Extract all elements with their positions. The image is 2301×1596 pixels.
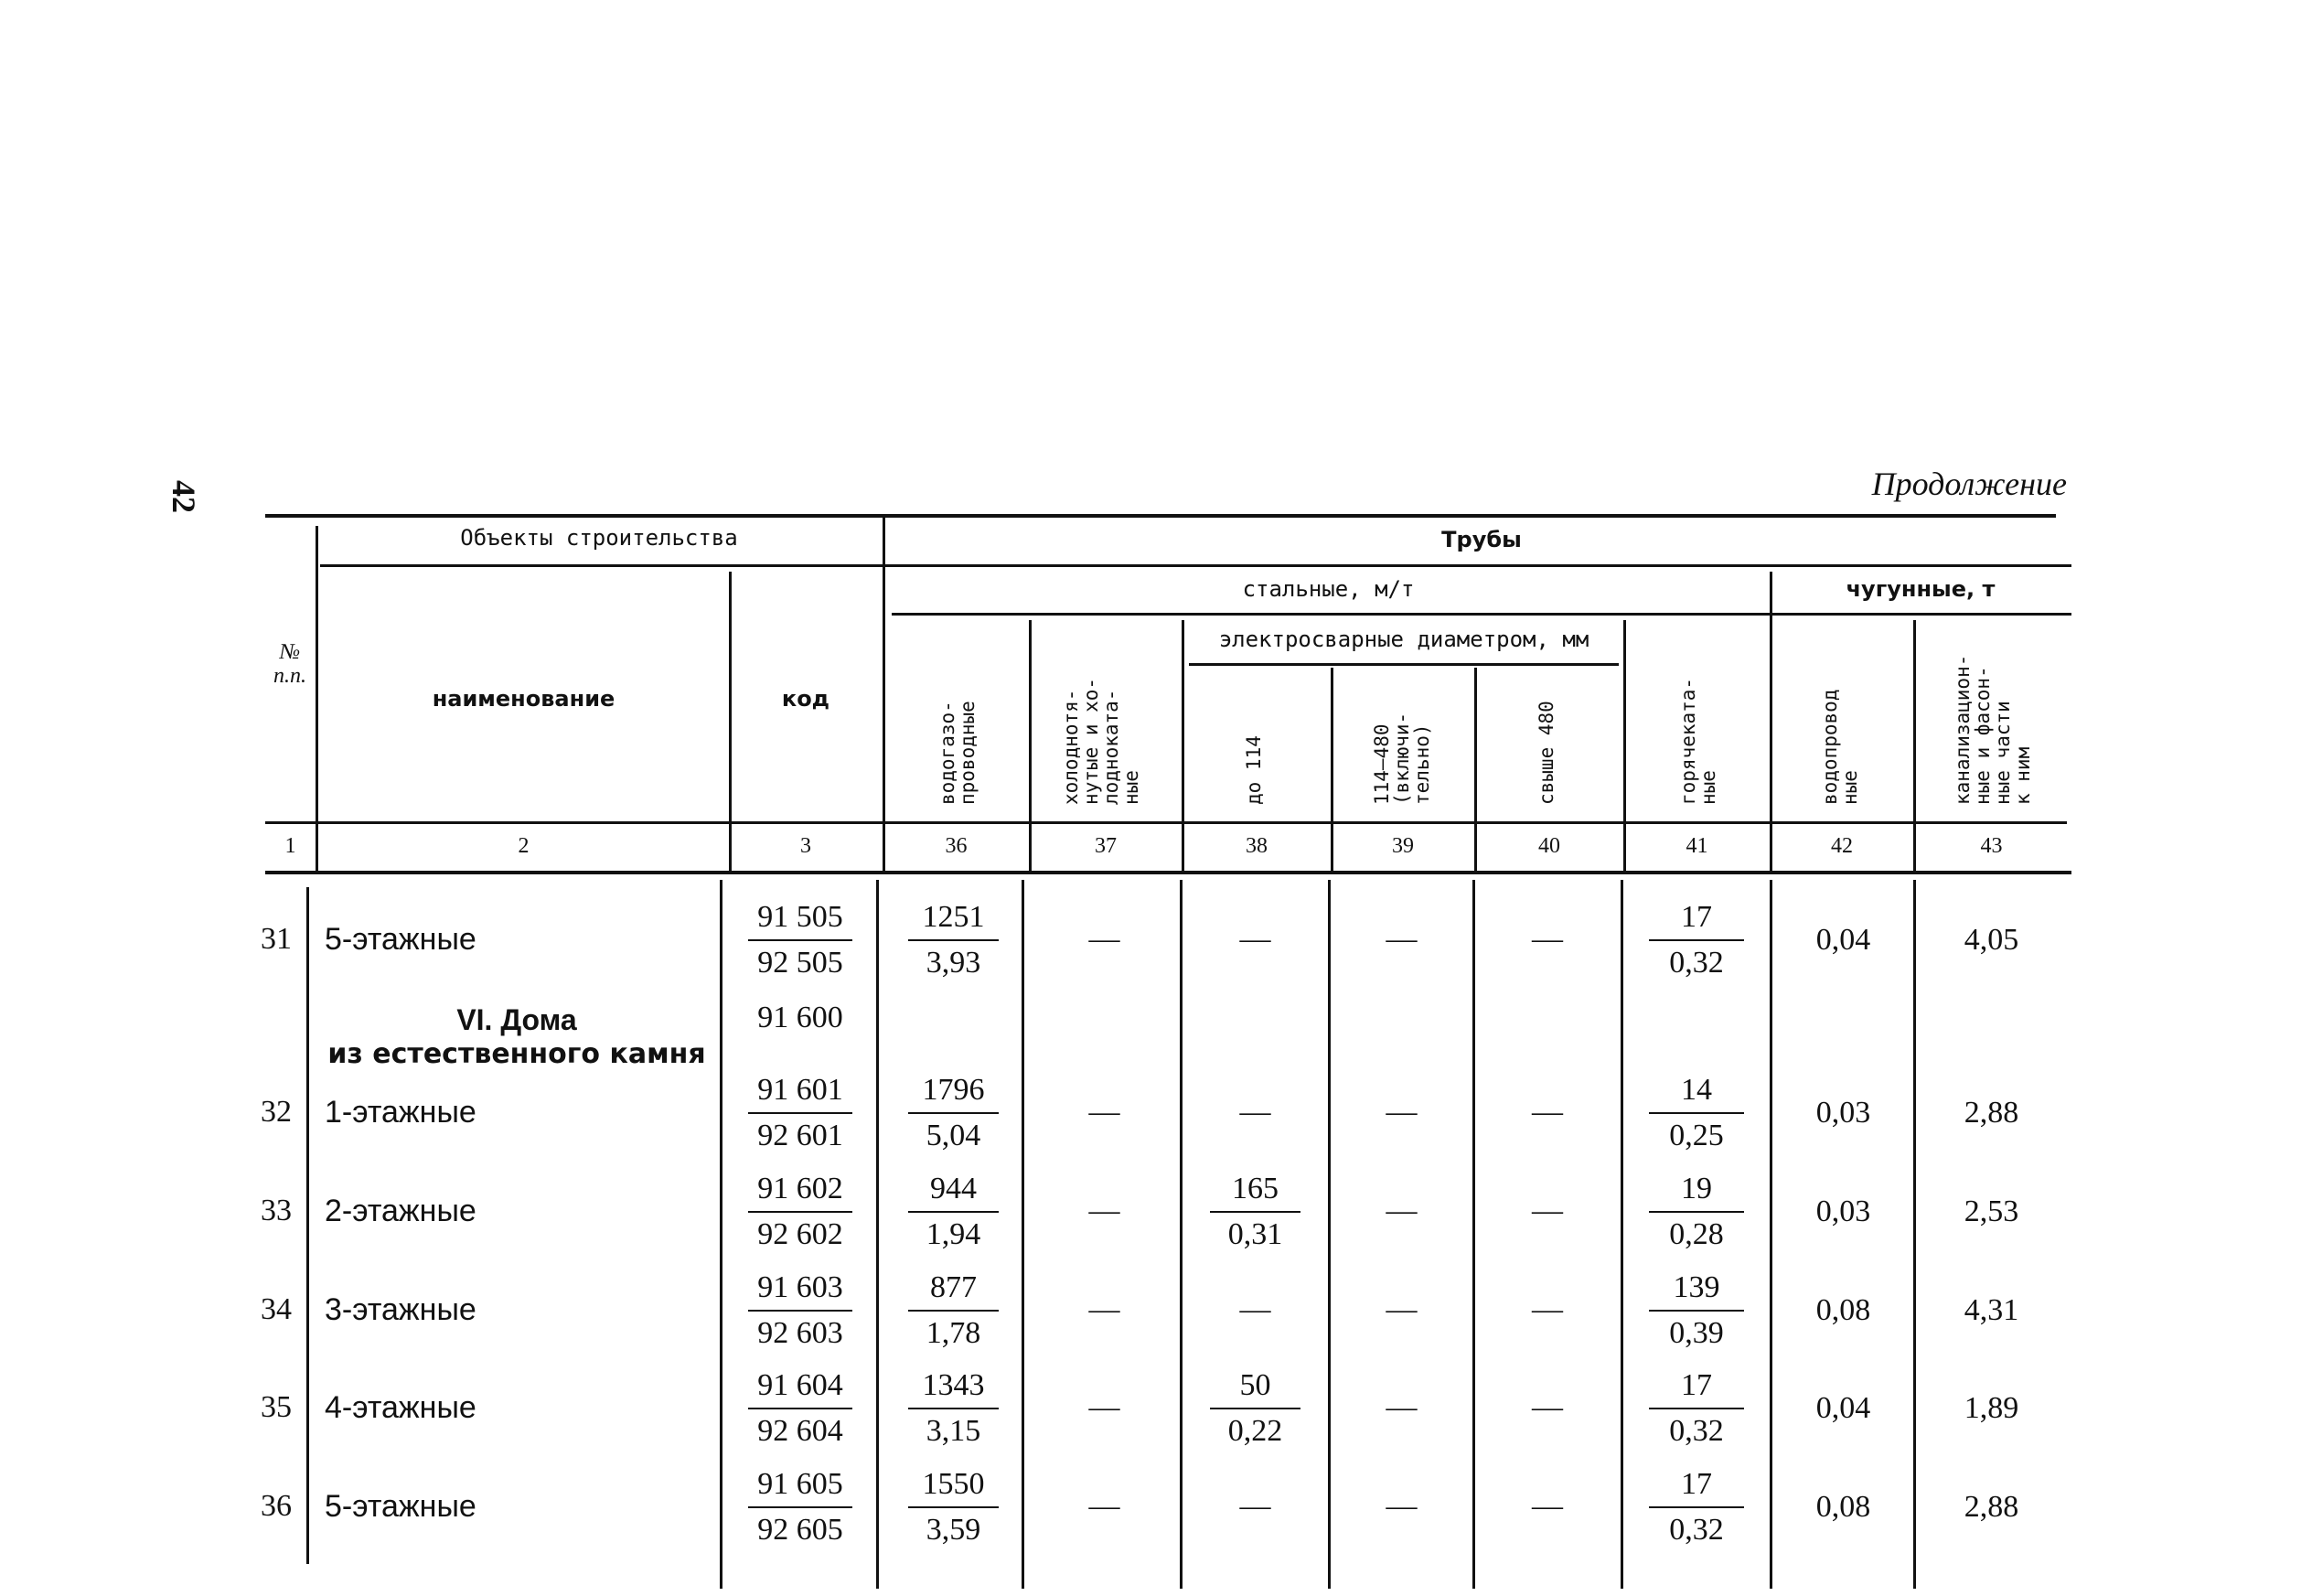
value-c36-bottom: 1,78 [926,1316,981,1350]
value-c43: 4,31 [1964,1293,2019,1327]
pipes-group-header: Трубы [1441,527,1522,552]
row-name: 2-этажные [325,1194,476,1228]
row-name: 3-этажные [325,1292,476,1327]
section-code: 91 600 [757,1001,843,1034]
code-bottom: 92 605 [757,1513,843,1547]
row-number: 36 [261,1489,292,1523]
vline-9 [1770,572,1772,873]
header-holodnotyanutye: холоднотя- нутые и хо- лодноката- ные [1060,677,1142,805]
value-c38: — [1239,1095,1271,1129]
fraction-line-c36 [908,1310,999,1312]
body-vline-1 [306,887,309,1564]
value-c37: — [1088,1292,1120,1326]
value-c38: — [1239,1292,1271,1326]
fraction-line-c36 [908,939,999,941]
row-number: 35 [261,1390,292,1424]
code-bottom: 92 602 [757,1217,843,1251]
value-c41-bottom: 0,32 [1669,1513,1724,1547]
value-c38-bottom: 0,22 [1227,1414,1283,1448]
value-c39: — [1386,1390,1418,1424]
page-number: 42 [166,480,202,513]
fraction-line-c36 [908,1211,999,1213]
value-c42: 0,03 [1815,1194,1871,1228]
electro-group-header: электросварные диаметром, мм [1218,627,1589,652]
header-rule-steel [892,613,2071,616]
colnum-43: 43 [1980,834,2003,858]
value-c43: 2,88 [1964,1096,2019,1130]
value-c40: — [1532,1292,1563,1326]
body-vline-7 [1472,880,1475,1589]
num-col-header: № п.п. [273,640,306,688]
header-vodoprovodnye: водопровод ные [1819,689,1861,805]
name-col-header: наименование [432,686,615,712]
colnum-39: 39 [1392,834,1414,858]
header-svyshe-480: свыше 480 [1536,701,1557,805]
value-c41-bottom: 0,32 [1669,946,1724,980]
value-c39: — [1386,922,1418,956]
value-c42: 0,08 [1815,1293,1871,1327]
code-fraction-line [748,1211,852,1213]
table-top-rule [265,514,2056,518]
value-c43: 2,53 [1964,1194,2019,1228]
row-number: 34 [261,1292,292,1326]
value-c42: 0,04 [1815,923,1871,957]
vline-3 [883,517,885,873]
value-c42: 0,03 [1815,1096,1871,1130]
value-c36-bottom: 1,94 [926,1217,981,1251]
colnum-40: 40 [1538,834,1560,858]
fraction-line-c41 [1649,1408,1744,1409]
value-c36-bottom: 3,59 [926,1513,981,1547]
code-fraction-line [748,939,852,941]
objects-group-header: Объекты строительства [460,525,738,551]
header-rule-pipes [892,564,2071,567]
value-c37: — [1088,1489,1120,1523]
value-c38: — [1239,1489,1271,1523]
header-114-480: 114—480 (включи- тельно) [1371,712,1433,805]
value-c40: — [1532,1095,1563,1129]
row-name: 1-этажные [325,1095,476,1130]
value-c41-top: 14 [1681,1073,1712,1107]
fraction-line-c36 [908,1408,999,1409]
value-c37: — [1088,1390,1120,1424]
value-c39: — [1386,1095,1418,1129]
value-c41-bottom: 0,25 [1669,1119,1724,1152]
value-c38-bottom: 0,31 [1227,1217,1283,1251]
section-subtitle: из естественного камня [327,1038,706,1070]
row-number: 31 [261,922,292,956]
fraction-line-c41 [1649,1112,1744,1114]
colnum-37: 37 [1095,834,1117,858]
value-c41-top: 17 [1681,900,1712,934]
code-bottom: 92 604 [757,1414,843,1448]
value-c40: — [1532,1194,1563,1227]
code-bottom: 92 505 [757,946,843,980]
value-c43: 1,89 [1964,1391,2019,1425]
colnum-bottom-rule [265,871,2071,874]
fraction-line-c36 [908,1112,999,1114]
value-c37: — [1088,1095,1120,1129]
code-top: 91 605 [757,1467,843,1501]
value-c40: — [1532,1489,1563,1523]
colnum-42: 42 [1831,834,1853,858]
value-c39: — [1386,1292,1418,1326]
fraction-line-c41 [1649,1310,1744,1312]
colnum-36: 36 [945,834,968,858]
value-c37: — [1088,922,1120,956]
value-c36-top: 944 [930,1172,977,1205]
header-bottom-rule [265,821,2067,824]
value-c38: — [1239,922,1271,956]
value-c43: 2,88 [1964,1490,2019,1524]
value-c36-top: 1343 [922,1368,985,1402]
row-name: 4-этажные [325,1390,476,1425]
steel-group-header: стальные, м/т [1242,576,1415,602]
value-c41-bottom: 0,39 [1669,1316,1724,1350]
header-kanalizatsionnye: канализацион- ные и фасон- ные части к ним [1952,654,2034,805]
header-vodogazo: водогазо- проводные [936,701,979,805]
value-c41-top: 139 [1673,1270,1720,1304]
value-c38-top: 165 [1232,1172,1279,1205]
code-top: 91 603 [757,1270,843,1304]
fraction-line-c38 [1210,1408,1300,1409]
value-c36-top: 1796 [922,1073,985,1107]
fraction-line-c36 [908,1506,999,1508]
row-number: 32 [261,1095,292,1129]
row-number: 33 [261,1194,292,1227]
colnum-38: 38 [1246,834,1268,858]
section-title: VI. Дома [456,1003,577,1036]
value-c40: — [1532,922,1563,956]
value-c36-bottom: 3,15 [926,1414,981,1448]
colnum-2: 2 [518,834,530,858]
header-do-114: до 114 [1243,735,1265,805]
code-top: 91 604 [757,1368,843,1402]
continued-label: Продолжение [1871,466,2067,502]
value-c41-top: 17 [1681,1467,1712,1501]
code-bottom: 92 601 [757,1119,843,1152]
fraction-line-c41 [1649,1506,1744,1508]
value-c42: 0,08 [1815,1490,1871,1524]
row-name: 5-этажные [325,922,476,957]
value-c38-top: 50 [1239,1368,1271,1402]
value-c36-top: 1550 [922,1467,985,1501]
value-c43: 4,05 [1964,923,2019,957]
value-c40: — [1532,1390,1563,1424]
code-top: 91 602 [757,1172,843,1205]
value-c36-top: 1251 [922,900,985,934]
value-c42: 0,04 [1815,1391,1871,1425]
code-col-header: код [781,686,830,712]
fraction-line-c41 [1649,1211,1744,1213]
value-c41-bottom: 0,32 [1669,1414,1724,1448]
code-fraction-line [748,1112,852,1114]
value-c37: — [1088,1194,1120,1227]
value-c41-bottom: 0,28 [1669,1217,1724,1251]
body-vline-6 [1328,880,1331,1589]
vline-2 [729,572,732,873]
code-fraction-line [748,1310,852,1312]
code-fraction-line [748,1506,852,1508]
value-c36-bottom: 3,93 [926,946,981,980]
value-c39: — [1386,1194,1418,1227]
header-goryachekatanye: горячеката- ные [1677,677,1719,805]
code-top: 91 505 [757,900,843,934]
body-vline-5 [1180,880,1183,1589]
row-name: 5-этажные [325,1489,476,1524]
code-bottom: 92 603 [757,1316,843,1350]
body-vline-9 [1770,880,1772,1589]
colnum-1: 1 [284,834,296,858]
header-rule-electro [1189,663,1619,666]
code-top: 91 601 [757,1073,843,1107]
colnum-3: 3 [800,834,811,858]
fraction-line-c41 [1649,939,1744,941]
value-c36-top: 877 [930,1270,977,1304]
value-c41-top: 17 [1681,1368,1712,1402]
body-vline-10 [1913,880,1916,1589]
vline-1 [316,526,318,873]
cast-group-header: чугунные, т [1846,576,1996,602]
value-c36-bottom: 5,04 [926,1119,981,1152]
fraction-line-c38 [1210,1211,1300,1213]
value-c39: — [1386,1489,1418,1523]
colnum-41: 41 [1686,834,1708,858]
value-c41-top: 19 [1681,1172,1712,1205]
code-fraction-line [748,1408,852,1409]
